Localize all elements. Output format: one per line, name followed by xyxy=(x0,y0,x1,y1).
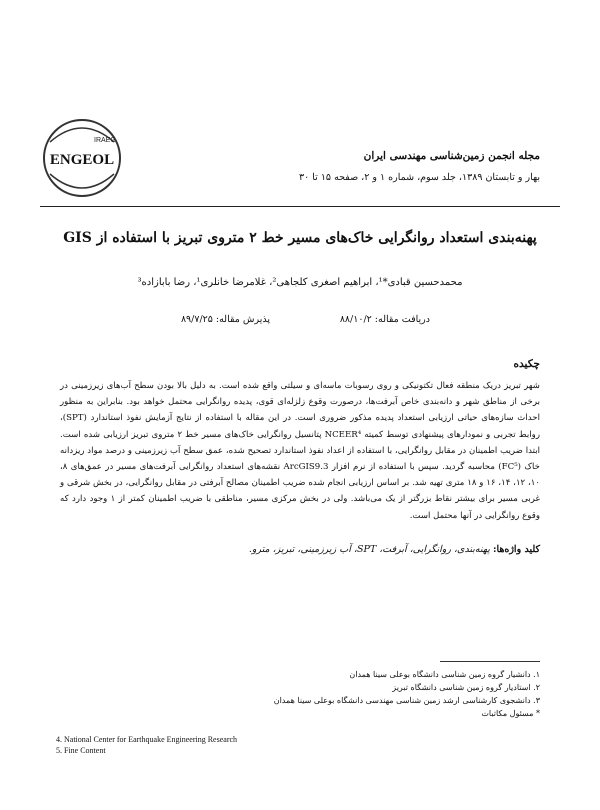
footnote-item: ۲. استادیار گروه زمین شناسی دانشگاه تبریز xyxy=(392,683,540,692)
accepted-date: پذیرش مقاله: ۸۹/۷/۲۵ xyxy=(180,314,270,325)
journal-issue: بهار و تابستان ۱۳۸۹، جلد سوم، شماره ۱ و ۲، صفحه ۱۵ تا ۳۰ xyxy=(299,172,540,183)
article-title: پهنه‌بندی استعداد روانگرایی خاک‌های مسیر خط ۲ متروی تبریز با استفاده از GIS xyxy=(63,230,537,246)
footnotes xyxy=(274,668,540,720)
footnote-item-en: 5. Fine Content xyxy=(56,746,106,755)
footnote-item: ۳. دانشجوی کارشناسی ارشد زمین شناسی مهندسی دانشگاه بوعلی سینا همدان xyxy=(273,696,540,705)
keywords xyxy=(60,544,540,555)
journal-logo xyxy=(36,112,128,204)
logo-arc-bottom xyxy=(50,174,114,188)
footnote-divider xyxy=(440,661,540,662)
keywords-label: کلید واژه‌ها: xyxy=(492,544,540,555)
english-footnotes xyxy=(56,734,237,756)
abstract-heading: چکیده xyxy=(513,358,540,370)
footnote-item: ۱. دانشیار گروه زمین شناسی دانشگاه بوعلی سینا همدان xyxy=(349,670,540,679)
abstract-text: شهر تبریز دریک منطقه فعال تکتونیکی و روی رسوبات ماسه‌ای و سیلتی واقع شده است. به دلیل بالا بودن سطح آب‌های زیرزمینی در برخی از مناطق شهر و دانه‌بندی خاص آبرفت‌ها، درصورت وقوع زلزله‌ای قوی، پدیده روانگرایی محتمل خواهد بود. بنابراین به منظور احداث سازه‌های حیاتی ارزیابی استعداد پدیده مذکور ضروری است. در این مقاله با استفاده از نتایج آزمایش نفوذ استاندارد (SPT)، روابط تجربی و نمودارهای پیشنهادی توسط کمیته NCEER⁴ پتانسیل روانگرایی خاک‌های مسیر خط ۲ متروی تبریز ارزیابی شده است. ابتدا ضریب اطمینان در مقابل روانگرایی، با استفاده از اعداد نفوذ استاندارد تصحیح شده، عمق سطح آب زیرزمینی و درصد مواد ریزدانه خاک (FC⁵) محاسبه گردید. سپس با استفاده از نرم افزار ArcGIS9.3 نقشه‌های استعداد روانگرایی آبرفت‌های مسیر در عمق‌های ۸، ۱۰، ۱۲، ۱۴، ۱۶ و ۱۸ متری تهیه شد. بر اساس ارزیابی انجام شده ضریب اطمینان مصالح آبرفتی در مقابل روانگرایی، در بخش شرقی و غربی مسیر برای بیشتر نقاط بزرگتر از یک می‌باشد. ولی در بخش مرکزی مسیر، مناطقی با ضریب اطمینان کمتر از ۱ وجود دارد که وقوع روانگرایی در آنها محتمل است. xyxy=(60,381,541,521)
received-date: دریافت مقاله: ۸۸/۱۰/۲ xyxy=(339,314,430,325)
footnote-item: * مسئول مکاتبات xyxy=(481,709,540,718)
journal-name: مجله انجمن زمین‌شناسی مهندسی ایران xyxy=(363,150,540,162)
logo-text: ENGEOL xyxy=(49,152,115,168)
keywords-text: پهنه‌بندی، روانگرایی، آبرفت، SPT، آب زیرزمینی، تبریز، مترو. xyxy=(248,544,490,555)
footnote-item-en: 4. National Center for Earthquake Engineering Research xyxy=(56,735,238,744)
header-divider xyxy=(40,206,560,207)
logo-subtext: IRAEG xyxy=(94,137,116,144)
authors: محمدحسین قبادی*¹، ابراهیم اصغری کلجاهی²، غلامرضا خانلری¹، رضا بابازاده³ xyxy=(137,277,463,288)
